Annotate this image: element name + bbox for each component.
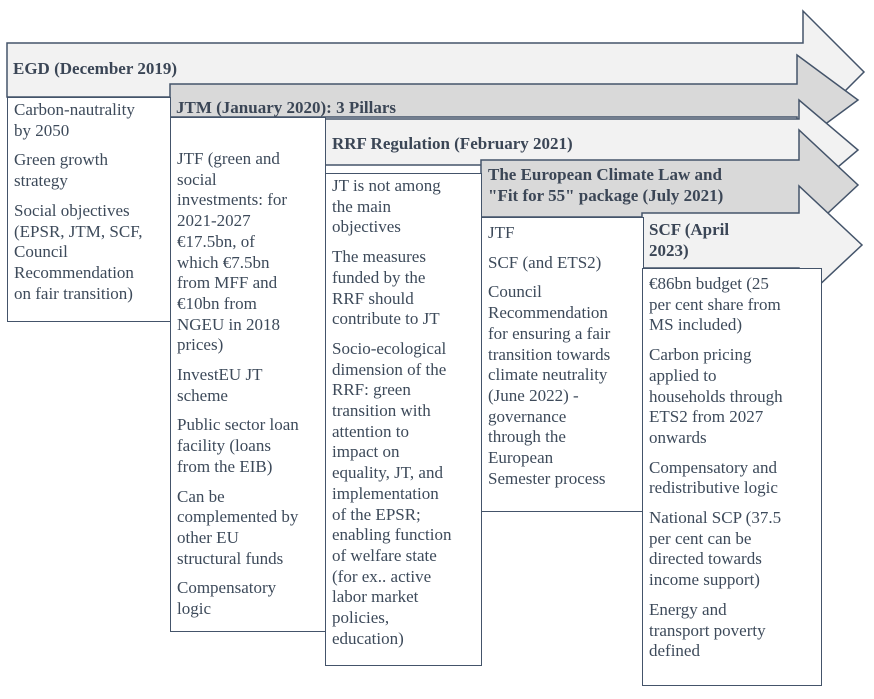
- list-item: JTF: [488, 223, 515, 242]
- list-item: SCF (and ETS2): [488, 252, 602, 272]
- egd-title: EGD (December 2019): [13, 59, 177, 78]
- rrf-box: [325, 173, 482, 666]
- list-item: Compensatory and redistributive logic: [649, 457, 778, 498]
- list-item: Carbon pricing applied to households through ETS2 from 2027 onwards: [649, 345, 783, 447]
- jtm-title: JTM (January 2020): 3 Pillars: [176, 98, 397, 117]
- list-item: Can be complemented by other EU structural funds: [177, 486, 299, 568]
- list-item: Green growth strategy: [14, 150, 108, 191]
- list-item: Socio-ecological dimension of the RRF: green transition with attention to impact on equality, JT, and implementation of the EPSR; enabling function of welfare state (for ex.. active labor market policies, education): [332, 338, 452, 648]
- climate-law-box: [481, 217, 644, 512]
- list-item: Energy and transport poverty defined: [649, 599, 766, 661]
- list-item: €86bn budget (25 per cent share from MS included): [649, 274, 781, 335]
- list-item: National SCP (37.5 per cent can be directed towards income support): [649, 508, 782, 590]
- list-item: Social objectives (EPSR, JTM, SCF, Council Recommendation on fair transition): [14, 200, 143, 303]
- list-item: JT is not among the main objectives: [332, 176, 441, 237]
- list-item: InvestEU JT scheme: [177, 365, 263, 405]
- scf-box: [642, 268, 822, 686]
- list-item: The measures funded by the RRF should contribute to JT: [332, 247, 440, 329]
- list-item: Council Recommendation for ensuring a fair transition towards climate neutrality (June 2022) - governance through the European Semester process: [488, 282, 611, 488]
- jtm-box: [170, 117, 326, 632]
- list-item: JTF (green and social investments: for 2021-2027 €17.5bn, of which €7.5bn from MFF and €10bn from NGEU in 2018 prices): [177, 149, 288, 355]
- egd-box: [7, 97, 171, 322]
- list-item: Public sector loan facility (loans from the EIB): [177, 415, 299, 476]
- list-item: Carbon-nautrality by 2050: [14, 100, 135, 140]
- scf-title: SCF (April 2023): [649, 220, 730, 260]
- rrf-title: RRF Regulation (February 2021): [332, 134, 573, 153]
- climate-law-title: The European Climate Law and "Fit for 55" package (July 2021): [488, 165, 724, 205]
- list-item: Compensatory logic: [177, 578, 277, 619]
